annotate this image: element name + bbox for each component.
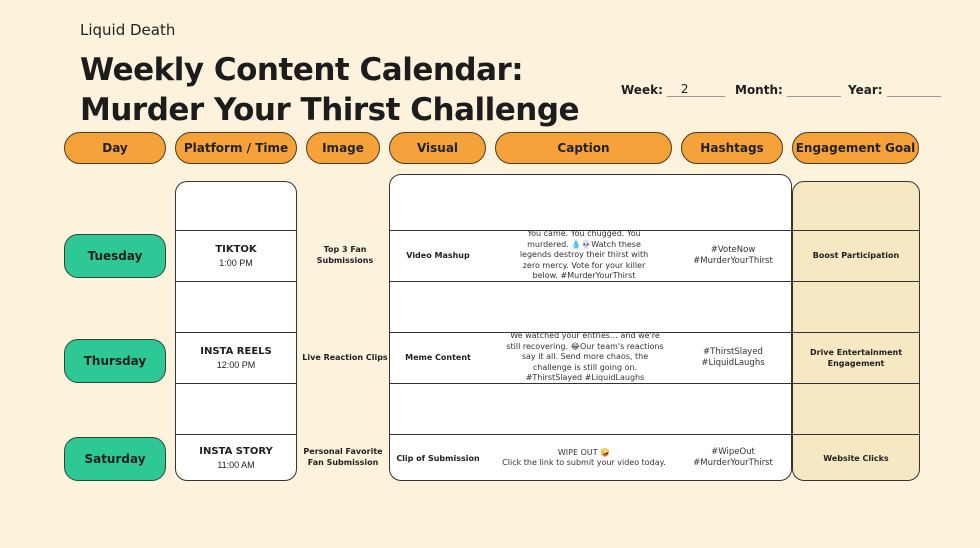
platform-cell (176, 230, 296, 281)
header-goal: Engagement Goal (792, 132, 919, 164)
row-divider (793, 383, 919, 384)
year-value[interactable] (887, 82, 941, 97)
week-value[interactable]: 2 (667, 82, 725, 97)
image-cell: Top 3 Fan Submissions (316, 245, 374, 265)
post-time: 12:00 PM (216, 359, 256, 370)
page-title (80, 50, 579, 130)
row-divider (176, 383, 296, 384)
title-line-2: Murder Your Thirst Challenge (80, 92, 580, 128)
platform-panel (175, 181, 297, 481)
image-cell: Personal Favorite Fan Submission (303, 447, 383, 467)
post-time: 11:00 AM (217, 460, 255, 470)
goal-cell: Boost Participation (812, 251, 900, 260)
goal-panel (792, 181, 920, 481)
caption-cell: We watched your entries… and we're still recovering. 😂Our team's reactions say it all. Send more chaos, the challenge is still going on. #ThirstSlayed #LiquidLaughs (506, 331, 664, 383)
platform-name: INSTA STORY (199, 446, 273, 457)
header-caption: Caption (495, 132, 672, 164)
goal-cell: Website Clicks (823, 453, 889, 463)
header-image: Image (306, 132, 380, 164)
header-day: Day (64, 132, 166, 164)
header-hashtags: Hashtags (681, 132, 783, 164)
visual-cell: Meme Content (405, 353, 471, 362)
caption-cell: You came. You chugged. You murdered. 💧💀Watch these legends destroy their thirst with zero mercy. Vote for your killer below. #MurderYourThirst (519, 229, 649, 281)
post-time: 1:00 PM (219, 257, 253, 268)
month-label: Month: (735, 83, 783, 97)
platform-cell (176, 332, 296, 383)
year-field (848, 82, 941, 97)
hashtag: #MurderYourThirst (693, 458, 773, 468)
caption-cell (494, 434, 674, 481)
day-pill-thursday: Thursday (64, 339, 166, 383)
hashtags-cell (678, 434, 788, 481)
month-field (735, 82, 841, 97)
hashtag: #ThirstSlayed (703, 346, 763, 357)
day-pill-tuesday: Tuesday (64, 234, 166, 278)
content-panel (389, 174, 792, 481)
hashtag: #VoteNow (710, 244, 756, 255)
brand-name: Liquid Death (80, 21, 176, 39)
hashtags-cell (678, 230, 788, 281)
caption-line: Click the link to submit your video today. (502, 458, 666, 467)
header-visual: Visual (389, 132, 486, 164)
hashtag: #WipeOut (711, 447, 755, 457)
platform-name: INSTA REELS (200, 345, 272, 357)
month-value[interactable] (787, 82, 841, 97)
year-label: Year: (848, 83, 883, 97)
row-divider (176, 281, 296, 282)
image-cell: Live Reaction Clips (302, 352, 388, 362)
platform-name: TIKTOK (215, 243, 257, 255)
hashtags-cell (678, 332, 788, 383)
hashtag: #MurderYourThirst (693, 255, 773, 266)
goal-cell: Drive Entertainment Engagement (809, 347, 903, 368)
week-label: Week: (621, 83, 663, 97)
caption-line: WIPE OUT 🤪 (557, 447, 611, 457)
title-line-1: Weekly Content Calendar: (80, 52, 524, 88)
visual-cell: Video Mashup (406, 251, 470, 260)
week-field (621, 82, 725, 97)
hashtag: #LiquidLaughs (701, 357, 765, 368)
platform-cell (176, 434, 296, 481)
row-divider (793, 281, 919, 282)
header-platform: Platform / Time (175, 132, 297, 164)
day-pill-saturday: Saturday (64, 437, 166, 481)
visual-cell: Clip of Submission (396, 453, 480, 463)
